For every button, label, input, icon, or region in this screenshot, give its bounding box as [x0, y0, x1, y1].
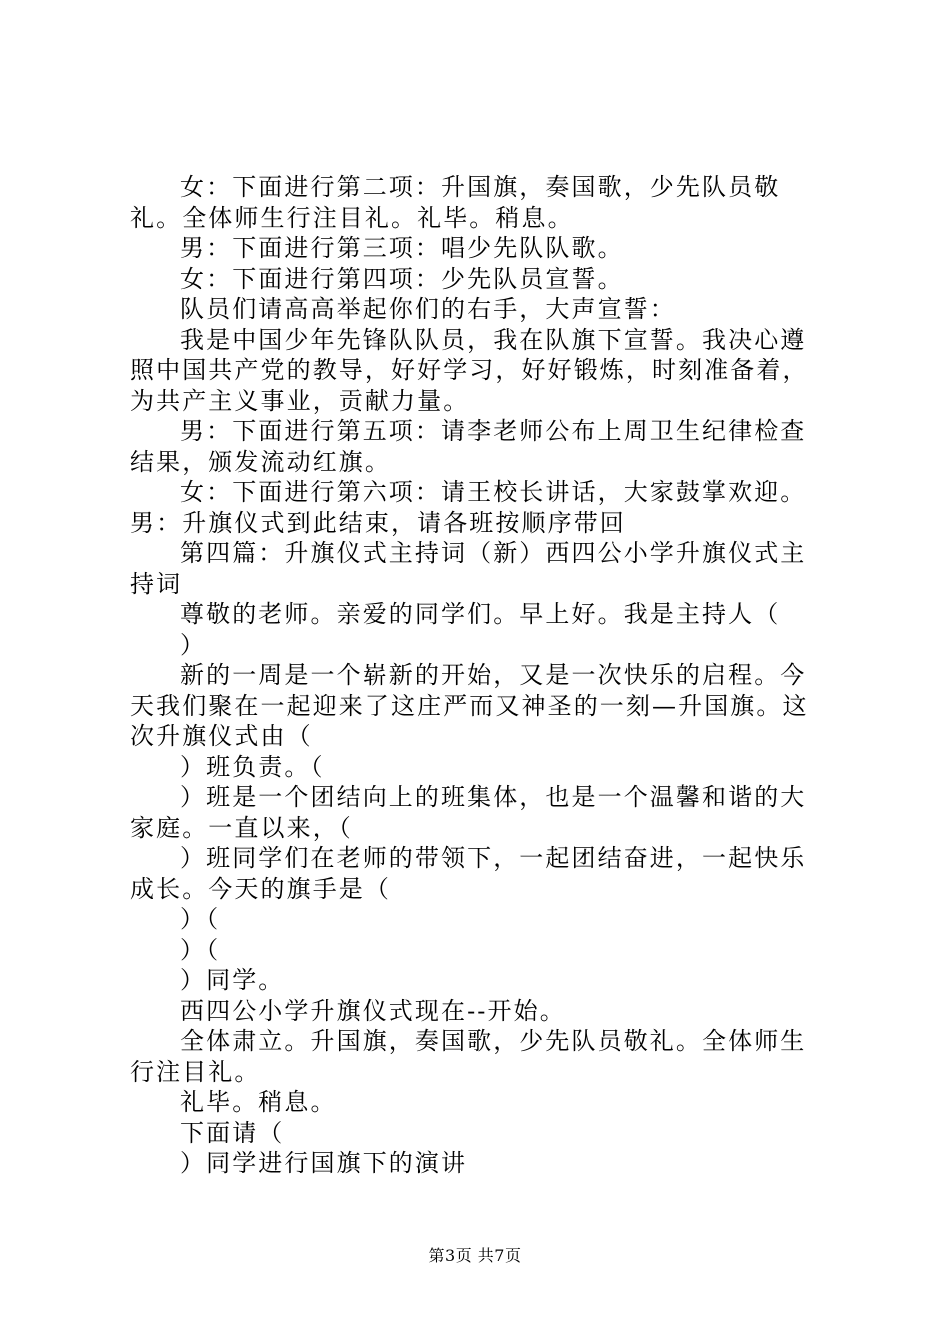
paragraph: ）班同学们在老师的带领下，一起团结奋进，一起快乐成长。今天的旗手是（: [130, 844, 807, 903]
paragraph: 尊敬的老师。亲爱的同学们。早上好。我是主持人（: [180, 600, 781, 628]
paragraph: 西四公小学升旗仪式现在--开始。: [180, 996, 566, 1025]
paragraph: 新的一周是一个崭新的开始，又是一次快乐的启程。今天我们聚在一起迎来了这庄严而又神圣的一刻—升国旗。这次升旗仪式由（: [130, 661, 809, 750]
paragraph: 女：下面进行第六项：请王校长讲话，大家鼓掌欢迎。男：升旗仪式到此结束，请各班按顺序带回: [130, 478, 807, 537]
section-heading: 第四篇：升旗仪式主持词（新）西四公小学升旗仪式主持词: [130, 539, 807, 598]
paragraph: 我是中国少年先锋队队员，我在队旗下宣誓。我决心遵照中国共产党的教导，好好学习，好好锻炼，时刻准备着，为共产主义事业，贡献力量。: [130, 325, 809, 415]
paragraph: ）同学进行国旗下的演讲: [180, 1149, 468, 1177]
paragraph: ）班是一个团结向上的班集体，也是一个温馨和谐的大家庭。一直以来，（: [130, 783, 807, 842]
paragraph: 下面请（: [180, 1118, 285, 1147]
document-body: [130, 172, 830, 1179]
paragraph: 男：下面进行第五项：请李老师公布上周卫生纪律检查结果，颁发流动红旗。: [130, 417, 807, 476]
paragraph: 队员们请高高举起你们的右手，大声宣誓：: [180, 295, 676, 323]
paragraph: ）同学。: [180, 966, 285, 994]
paragraph: 女：下面进行第四项：少先队员宣誓。: [180, 264, 624, 293]
paragraph: 女：下面进行第二项：升国旗，奏国歌，少先队员敬礼。全体师生行注目礼。礼毕。稍息。: [130, 173, 781, 232]
paragraph: ）（: [180, 935, 221, 964]
paragraph: ）（: [180, 905, 221, 933]
paragraph: ）班负责。（: [180, 752, 325, 781]
paragraph: 全体肃立。升国旗，奏国歌，少先队员敬礼。全体师生行注目礼。: [130, 1027, 807, 1086]
paragraph: 男：下面进行第三项：唱少先队队歌。: [180, 234, 624, 262]
page-number-footer: 第3页 共7页: [428, 1246, 522, 1265]
paragraph: 礼毕。稍息。: [180, 1088, 337, 1116]
paragraph: ）: [180, 630, 207, 659]
